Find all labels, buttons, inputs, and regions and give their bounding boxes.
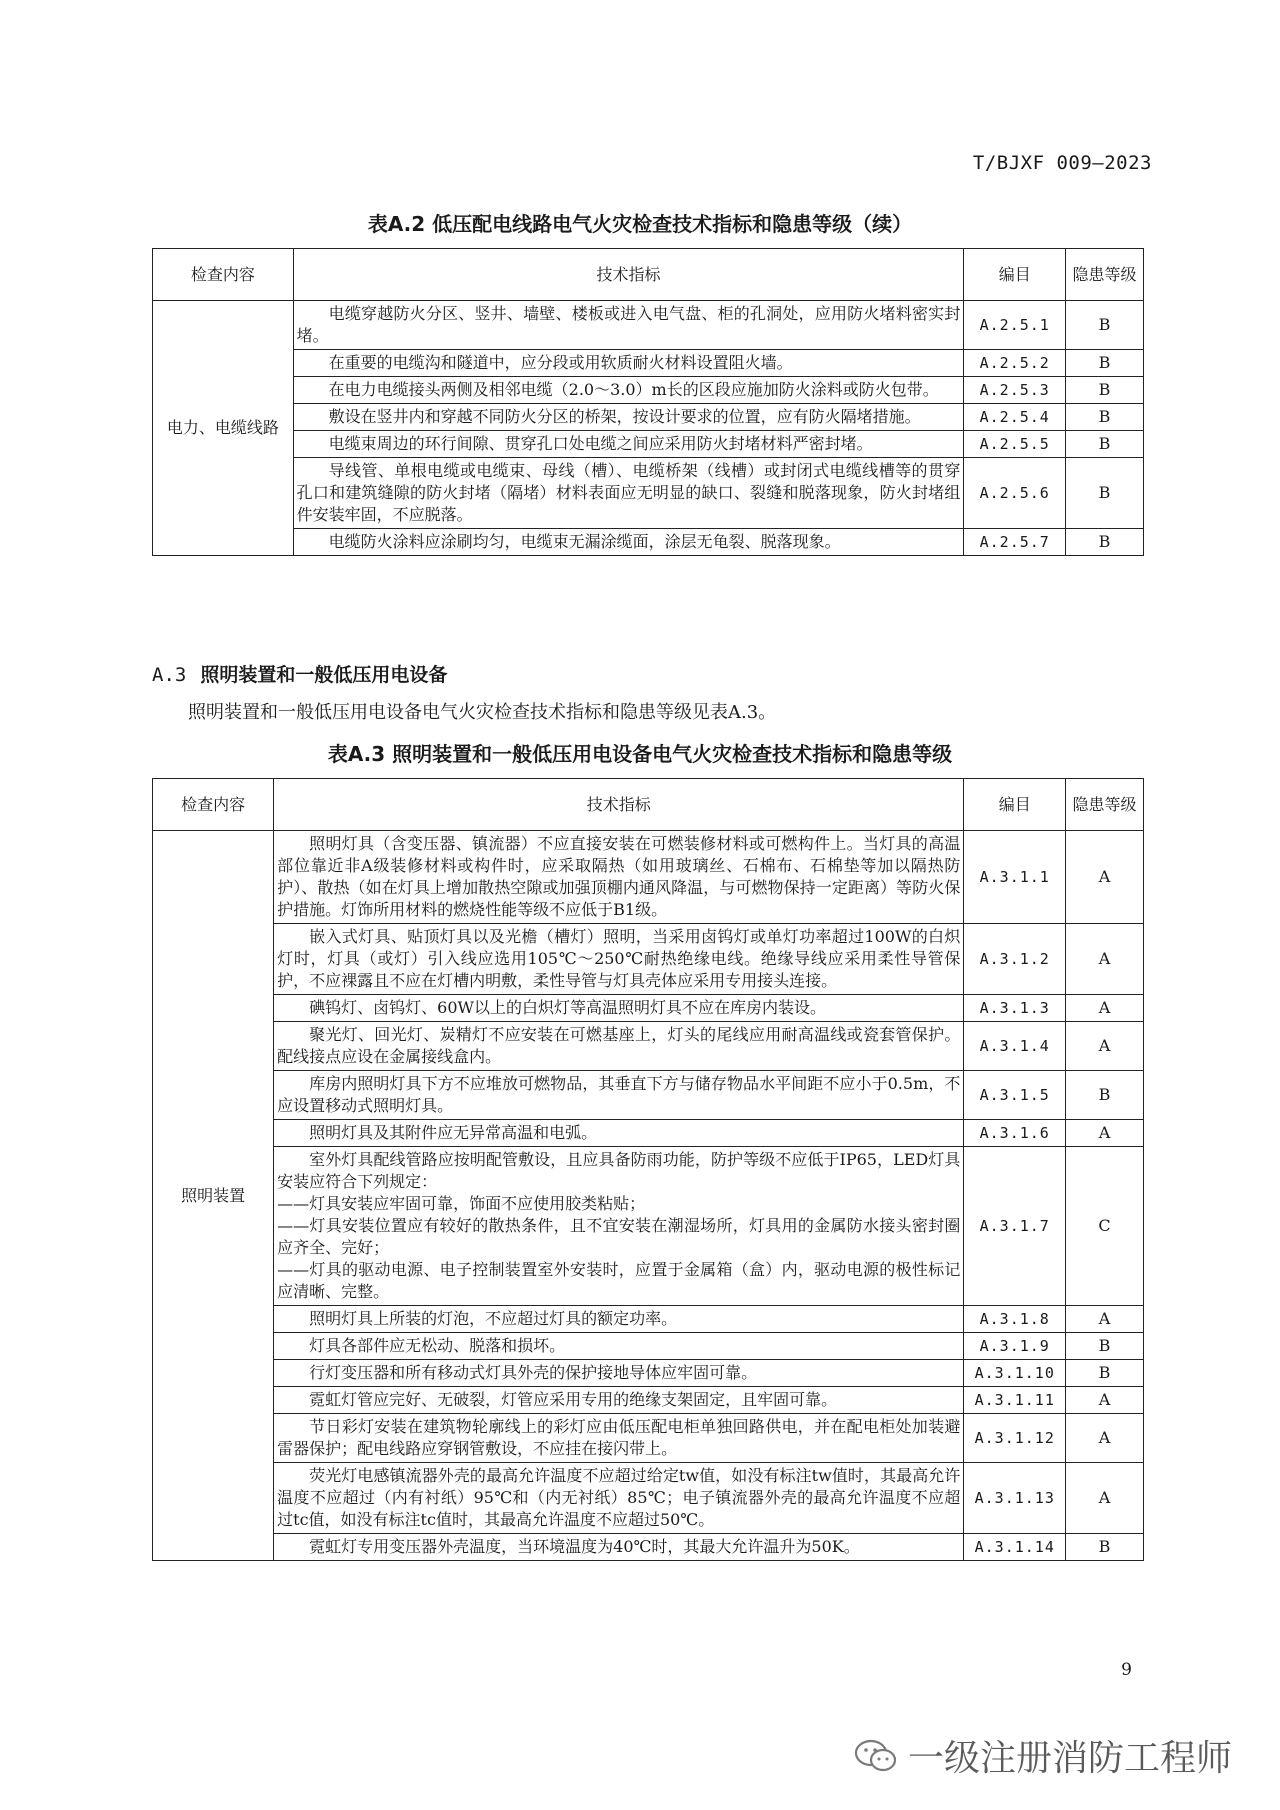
header-code: 编目 [964, 779, 1066, 831]
spec-cell [274, 831, 964, 924]
group-cell-lighting: 照明装置 [153, 831, 274, 1561]
code-cell: A.3.1.3 [964, 995, 1066, 1022]
table-row [153, 1147, 1144, 1306]
level-cell: B [1066, 301, 1144, 350]
code-cell: A.3.1.2 [964, 924, 1066, 995]
watermark [854, 1730, 1232, 1781]
code-cell: A.2.5.5 [964, 431, 1066, 458]
code-cell: A.3.1.11 [964, 1387, 1066, 1414]
spec-cell [274, 1071, 964, 1120]
table-row [153, 1360, 1144, 1387]
section-number: A.3 [152, 664, 187, 686]
level-cell: A [1066, 831, 1144, 924]
spec-cell [274, 1360, 964, 1387]
code-cell: A.2.5.4 [964, 404, 1066, 431]
spec-cell [274, 1534, 964, 1561]
spec-cell [274, 1306, 964, 1333]
spec-cell [274, 1022, 964, 1071]
table-row [153, 831, 1144, 924]
spec-cell [274, 1463, 964, 1534]
table-row [153, 1414, 1144, 1463]
level-cell: A [1066, 1306, 1144, 1333]
spec-text: 电缆穿越防火分区、竖井、墙壁、楼板或进入电气盘、柜的孔洞处，应用防火堵料密实封堵。 [296, 304, 961, 345]
page-number: 9 [1121, 1660, 1132, 1680]
section-a3-paragraph: 照明装置和一般低压用电设备电气火灾检查技术指标和隐患等级见表A.3。 [188, 702, 777, 723]
level-cell: A [1066, 1463, 1144, 1534]
table-row [153, 1463, 1144, 1534]
level-cell: A [1066, 1022, 1144, 1071]
table-row [153, 377, 1144, 404]
group-cell-power-cable: 电力、电缆线路 [153, 301, 294, 556]
spec-text: 节日彩灯安装在建筑物轮廓线上的彩灯应由低压配电柜单独回路供电，并在配电柜处加装避雷器保护；配电线路应穿钢管敷设，不应挂在接闪带上。 [277, 1417, 961, 1458]
code-cell: A.3.1.1 [964, 831, 1066, 924]
table-row [153, 1333, 1144, 1360]
code-cell: A.2.5.7 [964, 529, 1066, 556]
level-cell: B [1066, 431, 1144, 458]
code-cell: A.3.1.7 [964, 1147, 1066, 1306]
header-item: 检查内容 [153, 249, 294, 301]
wechat-icon [854, 1738, 898, 1774]
spec-cell [293, 350, 964, 377]
spec-text: 电缆防火涂料应涂刷均匀，电缆束无漏涂缆面，涂层无龟裂、脱落现象。 [328, 532, 841, 551]
code-cell: A.3.1.14 [964, 1534, 1066, 1561]
code-cell: A.2.5.6 [964, 458, 1066, 529]
header-spec: 技术指标 [274, 779, 964, 831]
level-cell: A [1066, 1387, 1144, 1414]
code-cell: A.2.5.1 [964, 301, 1066, 350]
spec-text: 荧光灯电感镇流器外壳的最高允许温度不应超过给定tw值，如没有标注tw值时，其最高允许温度不应超过（内有衬纸）95℃和（内无衬纸）85℃；电子镇流器外壳的最高允许温度不应超过tc值，如没有标注tc值时，其最高允许温度不应超过50℃。 [277, 1466, 961, 1529]
spec-text: 库房内照明灯具下方不应堆放可燃物品，其垂直下方与储存物品水平间距不应小于0.5m，不应设置移动式照明灯具。 [277, 1074, 961, 1115]
header-item: 检查内容 [153, 779, 274, 831]
table-row [153, 301, 1144, 350]
spec-text: 聚光灯、回光灯、炭精灯不应安装在可燃基座上，灯头的尾线应用耐高温线或瓷套管保护。配线接点应设在金属接线盒内。 [277, 1025, 961, 1066]
table-row [153, 404, 1144, 431]
code-cell: A.3.1.10 [964, 1360, 1066, 1387]
table-row [153, 431, 1144, 458]
spec-text: 照明灯具上所装的灯泡，不应超过灯具的额定功率。 [309, 1309, 678, 1328]
spec-subitem: ——灯具安装位置应有较好的散热条件，且不宜安装在潮湿场所，灯具用的金属防水接头密封圈应齐全、完好； [277, 1216, 961, 1257]
table-a2 [152, 248, 1144, 556]
code-cell: A.3.1.9 [964, 1333, 1066, 1360]
spec-text: 在电力电缆接头两侧及相邻电缆（2.0～3.0）m长的区段应施加防火涂料或防火包带。 [328, 380, 939, 399]
table-a2-caption: 表A.2 低压配电线路电气火灾检查技术指标和隐患等级（续） [367, 212, 913, 236]
spec-cell [274, 1414, 964, 1463]
spec-subitem: ——灯具安装应牢固可靠，饰面不应使用胶类粘贴； [277, 1194, 646, 1213]
table-row [153, 1387, 1144, 1414]
spec-text: 行灯变压器和所有移动式灯具外壳的保护接地导体应牢固可靠。 [309, 1363, 758, 1382]
section-title: 照明装置和一般低压用电设备 [200, 664, 448, 686]
spec-cell [274, 1387, 964, 1414]
table-row [153, 924, 1144, 995]
header-code: 编目 [964, 249, 1066, 301]
spec-subitem: ——灯具的驱动电源、电子控制装置室外安装时，应置于金属箱（盒）内，驱动电源的极性标记应清晰、完整。 [277, 1260, 961, 1301]
table-a3 [152, 778, 1144, 1561]
level-cell: A [1066, 924, 1144, 995]
spec-text: 碘钨灯、卤钨灯、60W以上的白炽灯等高温照明灯具不应在库房内装设。 [309, 998, 826, 1017]
spec-text: 在重要的电缆沟和隧道中，应分段或用软质耐火材料设置阻火墙。 [328, 353, 793, 372]
spec-cell [274, 1120, 964, 1147]
section-a3-heading [152, 660, 447, 687]
level-cell: A [1066, 1120, 1144, 1147]
spec-text: 灯具各部件应无松动、脱落和损坏。 [309, 1336, 566, 1355]
header-spec: 技术指标 [293, 249, 964, 301]
level-cell: A [1066, 1414, 1144, 1463]
level-cell: B [1066, 1360, 1144, 1387]
table-row [153, 1022, 1144, 1071]
header-level: 隐患等级 [1066, 249, 1144, 301]
code-cell: A.2.5.3 [964, 377, 1066, 404]
code-cell: A.2.5.2 [964, 350, 1066, 377]
code-cell: A.3.1.4 [964, 1022, 1066, 1071]
spec-cell [293, 377, 964, 404]
spec-text: 电缆束周边的环行间隙、贯穿孔口处电缆之间应采用防火封堵材料严密封堵。 [328, 434, 873, 453]
level-cell: A [1066, 995, 1144, 1022]
table-row [153, 1306, 1144, 1333]
level-cell: B [1066, 1071, 1144, 1120]
level-cell: C [1066, 1147, 1144, 1306]
level-cell: B [1066, 350, 1144, 377]
table-row [153, 458, 1144, 529]
table-a3-caption: 表A.3 照明装置和一般低压用电设备电气火灾检查技术指标和隐患等级 [327, 742, 953, 766]
spec-cell [293, 529, 964, 556]
spec-text: 嵌入式灯具、贴顶灯具以及光檐（槽灯）照明，当采用卤钨灯或单灯功率超过100W的白炽灯时，灯具（或灯）引入线应选用105℃～250℃耐热绝缘电线。绝缘导线应采用柔性导管保护，不应裸露且不应在灯槽内明敷，柔性导管与灯具壳体应采用专用接头连接。 [277, 927, 961, 990]
spec-text: 照明灯具（含变压器、镇流器）不应直接安装在可燃装修材料或可燃构件上。当灯具的高温部位靠近非A级装修材料或构件时，应采取隔热（如用玻璃丝、石棉布、石棉垫等加以隔热防护）、散热（如在灯具上增加散热空隙或加强顶棚内通风降温，与可燃物保持一定距离）等防火保护措施。灯饰所用材料的燃烧性能等级不应低于B1级。 [277, 834, 961, 919]
spec-text: 导线管、单根电缆或电缆束、母线（槽）、电缆桥架（线槽）或封闭式电缆线槽等的贯穿孔口和建筑缝隙的防火封堵（隔堵）材料表面应无明显的缺口、裂缝和脱落现象，防火封堵组件安装牢固，不应脱落。 [296, 461, 961, 524]
spec-cell [274, 995, 964, 1022]
spec-cell [274, 1333, 964, 1360]
level-cell: B [1066, 1534, 1144, 1561]
spec-text: 敷设在竖井内和穿越不同防火分区的桥架，按设计要求的位置，应有防火隔堵措施。 [328, 407, 921, 426]
header-level: 隐患等级 [1066, 779, 1144, 831]
table-row [153, 1071, 1144, 1120]
level-cell: B [1066, 404, 1144, 431]
level-cell: B [1066, 377, 1144, 404]
spec-text: 室外灯具配线管路应按明配管敷设，且应具备防雨功能，防护等级不应低于IP65，LED灯具安装应符合下列规定： [277, 1150, 961, 1191]
code-cell: A.3.1.6 [964, 1120, 1066, 1147]
spec-cell [293, 458, 964, 529]
spec-cell [274, 924, 964, 995]
level-cell: B [1066, 529, 1144, 556]
table-row [153, 1534, 1144, 1561]
spec-text: 霓虹灯管应完好、无破裂，灯管应采用专用的绝缘支架固定，且牢固可靠。 [309, 1390, 838, 1409]
table-row [153, 350, 1144, 377]
spec-cell [293, 431, 964, 458]
table-row [153, 529, 1144, 556]
level-cell: B [1066, 458, 1144, 529]
table-row [153, 1120, 1144, 1147]
level-cell: B [1066, 1333, 1144, 1360]
spec-cell [293, 301, 964, 350]
spec-cell [274, 1147, 964, 1306]
code-cell: A.3.1.13 [964, 1463, 1066, 1534]
code-cell: A.3.1.8 [964, 1306, 1066, 1333]
watermark-text: 一级注册消防工程师 [907, 1738, 1232, 1779]
table-row [153, 995, 1144, 1022]
spec-text: 霓虹灯专用变压器外壳温度，当环境温度为40℃时，其最大允许温升为50K。 [309, 1537, 860, 1556]
document-code: T/BJXF 009—2023 [972, 152, 1152, 174]
code-cell: A.3.1.12 [964, 1414, 1066, 1463]
code-cell: A.3.1.5 [964, 1071, 1066, 1120]
spec-cell [293, 404, 964, 431]
spec-text: 照明灯具及其附件应无异常高温和电弧。 [309, 1123, 598, 1142]
